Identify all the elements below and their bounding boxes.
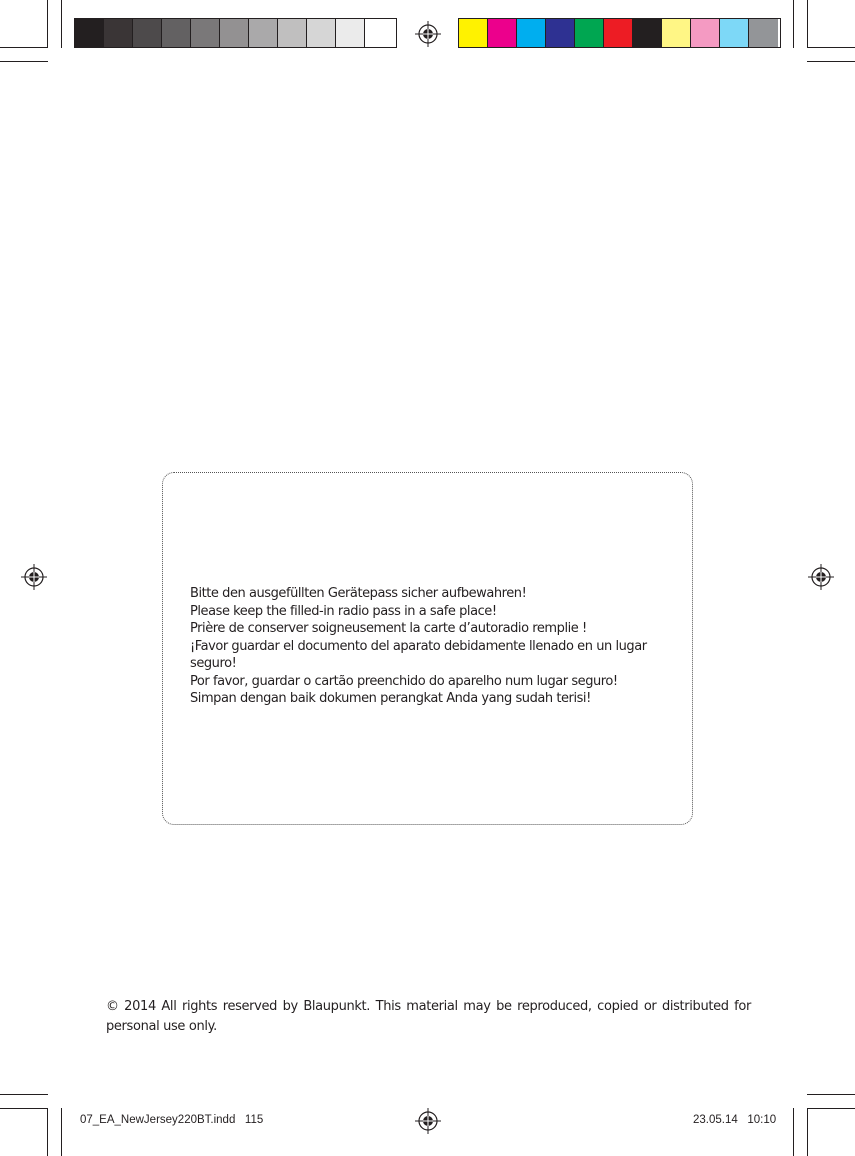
slug-file-name: 07_EA_NewJersey220BT.indd 115	[80, 1114, 264, 1126]
copyright-notice: © 2014 All rights reserved by Blaupunkt. This material may be reproduced, copied or distributed for personal use only.	[106, 999, 751, 1034]
registration-mark-right-icon	[808, 564, 834, 590]
process-color-swatch	[488, 19, 517, 47]
slug-date-time: 23.05.14 10:10	[693, 1114, 777, 1126]
crop-mark-bottom-right-h	[807, 1094, 855, 1095]
crop-mark-bottom-right-v	[807, 1108, 808, 1156]
gray-swatch	[104, 19, 133, 47]
gray-swatch	[365, 19, 394, 47]
crop-mark-bottom-left-v	[47, 1108, 48, 1156]
crop-mark-top-left-v2	[61, 0, 62, 48]
process-color-swatch	[720, 19, 749, 47]
process-color-swatch	[749, 19, 778, 47]
crop-mark-bottom-left-h2	[0, 1108, 48, 1109]
radio-pass-notice	[190, 585, 660, 708]
process-color-swatch	[662, 19, 691, 47]
notice-line-english: Please keep the filled-in radio pass in a safe place!	[190, 603, 497, 619]
gray-swatch	[278, 19, 307, 47]
process-color-swatch	[517, 19, 546, 47]
process-color-swatch	[633, 19, 662, 47]
gray-swatch	[75, 19, 104, 47]
gray-swatch	[307, 19, 336, 47]
notice-line-portuguese: Por favor, guardar o cartão preenchido do aparelho num lugar seguro!	[190, 673, 618, 689]
gray-swatch	[191, 19, 220, 47]
notice-line-german: Bitte den ausgefüllten Gerätepass sicher aufbewahren!	[190, 586, 527, 601]
notice-line-spanish: ¡Favor guardar el documento del aparato debidamente llenado en un lugar seguro!	[190, 638, 647, 671]
gray-swatch	[336, 19, 365, 47]
notice-line-indonesian: Simpan dengan baik dokumen perangkat Anda yang sudah terisi!	[190, 691, 591, 706]
crop-mark-top-left-h2	[0, 61, 48, 62]
crop-mark-bottom-right-h2	[807, 1108, 855, 1109]
registration-mark-bottom-icon	[415, 1108, 441, 1134]
crop-mark-top-right-v2	[793, 0, 794, 48]
process-color-swatch	[546, 19, 575, 47]
crop-mark-bottom-left-v2	[61, 1108, 62, 1156]
crop-mark-top-left-v	[47, 0, 48, 48]
process-color-swatch	[604, 19, 633, 47]
process-color-swatch	[575, 19, 604, 47]
gray-swatch	[220, 19, 249, 47]
notice-line-french: Prière de conserver soigneusement la carte d’autoradio remplie !	[190, 621, 587, 636]
crop-mark-top-right-h2	[807, 61, 855, 62]
crop-mark-top-right-v	[807, 0, 808, 48]
gray-swatch	[249, 19, 278, 47]
process-color-swatch	[691, 19, 720, 47]
gray-swatch	[133, 19, 162, 47]
crop-mark-bottom-right-v2	[793, 1108, 794, 1156]
process-color-calibration-bar	[458, 18, 781, 48]
crop-mark-top-left-h	[0, 47, 48, 48]
process-color-swatch	[459, 19, 488, 47]
registration-mark-top-icon	[415, 21, 441, 47]
gray-calibration-bar	[74, 18, 397, 48]
crop-mark-bottom-left-h	[0, 1094, 48, 1095]
registration-mark-left-icon	[21, 564, 47, 590]
crop-mark-top-right-h	[807, 47, 855, 48]
gray-swatch	[162, 19, 191, 47]
